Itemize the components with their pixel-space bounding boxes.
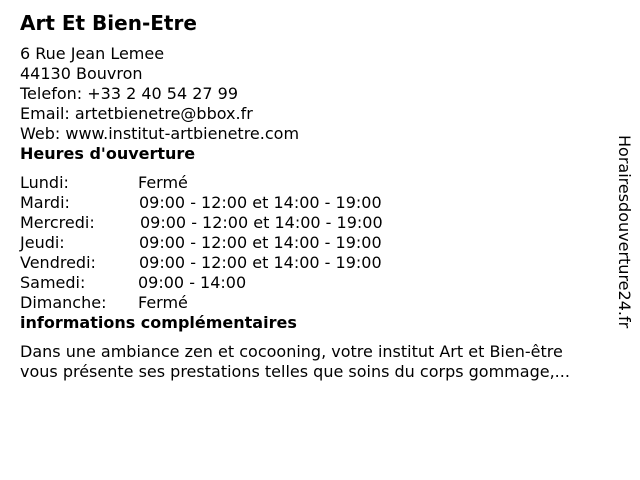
- description: [20, 342, 620, 382]
- phone-line[interactable]: Telefon: +33 2 40 54 27 99: [20, 84, 239, 103]
- web-line[interactable]: Web: www.institut-artbienetre.com: [20, 124, 300, 143]
- hours-day: Mercredi:: [20, 213, 95, 232]
- hours-heading: Heures d'ouverture: [20, 144, 196, 163]
- contact-block: [20, 44, 620, 144]
- hours-day: Jeudi:: [20, 233, 65, 252]
- business-name: Art Et Bien-Etre: [20, 11, 197, 35]
- info-heading: informations complémentaires: [20, 313, 297, 332]
- hours-day: Vendredi:: [20, 253, 96, 272]
- hours-row: [20, 293, 620, 313]
- hours-day: Samedi:: [20, 273, 86, 292]
- hours-day: Mardi:: [20, 193, 70, 212]
- hours-time: Fermé: [138, 173, 188, 192]
- address-street: 6 Rue Jean Lemee: [20, 44, 165, 63]
- hours-row: [20, 173, 620, 193]
- hours-day: Dimanche:: [20, 293, 107, 312]
- hours-row: [20, 253, 620, 273]
- description-line: vous présente ses prestations telles que soins du corps gommage,...: [20, 362, 570, 381]
- hours-time: 09:00 - 12:00 et 14:00 - 19:00: [139, 253, 382, 272]
- hours-time: 09:00 - 12:00 et 14:00 - 19:00: [139, 233, 382, 252]
- hours-time: Fermé: [138, 293, 188, 312]
- description-line: Dans une ambiance zen et cocooning, votre institut Art et Bien-être: [20, 342, 563, 361]
- hours-time: 09:00 - 14:00: [138, 273, 247, 292]
- business-card: [20, 10, 620, 470]
- hours-row: [20, 193, 620, 213]
- hours-row: [20, 233, 620, 253]
- email-line[interactable]: Email: artetbienetre@bbox.fr: [20, 104, 253, 123]
- hours-row: [20, 213, 620, 233]
- hours-row: [20, 273, 620, 293]
- hours-time: 09:00 - 12:00 et 14:00 - 19:00: [140, 213, 383, 232]
- hours-time: 09:00 - 12:00 et 14:00 - 19:00: [139, 193, 382, 212]
- hours-table: [20, 173, 620, 313]
- hours-day: Lundi:: [20, 173, 69, 192]
- address-city: 44130 Bouvron: [20, 64, 143, 83]
- watermark: Horairesdouverture24.fr: [615, 135, 634, 329]
